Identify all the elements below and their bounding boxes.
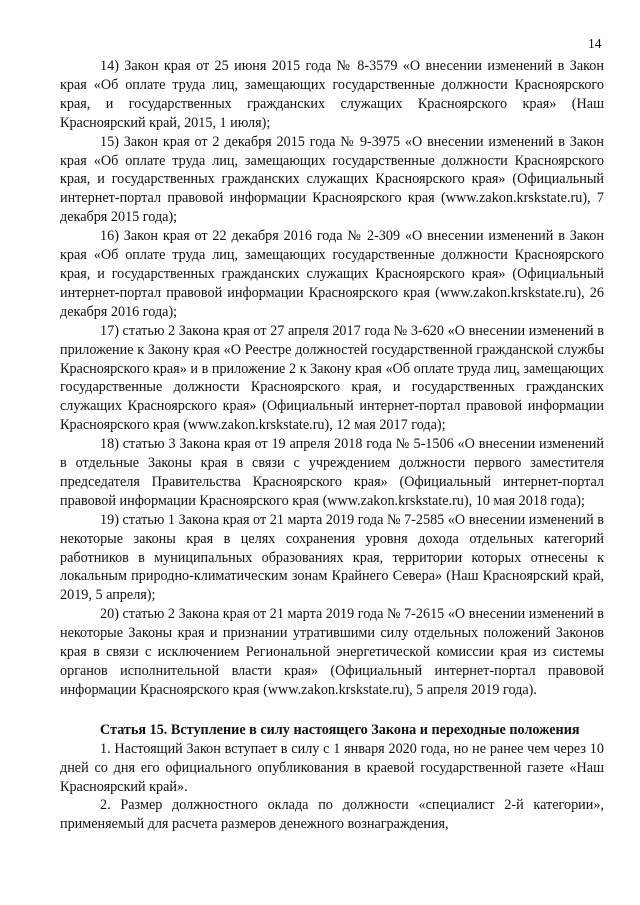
- article-15-heading: Статья 15. Вступление в силу настоящего Закона и переходные положения: [100, 721, 580, 738]
- list-item-18: 18) статью 3 Закона края от 19 апреля 2018 года № 5-1506 «О внесении изменений в отдельные Законы края в связи с учреждением должности первого заместителя председателя Правительства Красноярского края» (Официальный интернет-портал правовой информации Красноярского края (www.zakon.krskstate.ru), 10 мая 2018 года);: [60, 436, 604, 509]
- section-gap: [60, 700, 604, 721]
- list-item-20: 20) статью 2 Закона края от 21 марта 2019 года № 7-2615 «О внесении изменений в некоторые Законы края и признании утратившими силу отдельных положений Законов края в связи с исключением Региональной энергетической комиссии края из системы органов исполнительной власти края» (Официальный интернет-портал правовой информации Красноярского края (www.zakon.krskstate.ru), 5 апреля 2019 года).: [60, 606, 604, 698]
- list-item-15: 15) Закон края от 2 декабря 2015 года № 9-3975 «О внесении изменений в Закон края «Об оплате труда лиц, замещающих государственные должности Красноярского края, и государственных гражданских служащих Красноярского края» (Официальный интернет-портал правовой информации Красноярского края (www.zakon.krskstate.ru), 7 декабря 2015 года);: [60, 133, 604, 226]
- list-item-16: 16) Закон края от 22 декабря 2016 года № 2-309 «О внесении изменений в Закон края «Об оплате труда лиц, замещающих государственные должности Красноярского края, и государственных гражданских служащих Красноярского края» (Официальный интернет-портал правовой информации Красноярского края (www.zakon.krskstate.ru), 26 декабря 2016 года);: [60, 228, 604, 320]
- page-number: 14: [588, 36, 602, 51]
- list-item-19: 19) статью 1 Закона края от 21 марта 2019 года № 7-2585 «О внесении изменений в некоторые законы края в целях сохранения уровня дохода отдельных категорий работников в муниципальных образованиях края, территории которых отнесены к локальным природно-климатическим зонам Крайнего Севера» (Наш Красноярский край, 2019, 5 апреля);: [60, 511, 604, 604]
- list-item-14: 14) Закон края от 25 июня 2015 года № 8-3579 «О внесении изменений в Закон края «Об оплате труда лиц, замещающих государственные должности Красноярского края, и государственных гражданских служащих Красноярского края» (Наш Красноярский край, 2015, 1 июля);: [60, 58, 604, 131]
- document-body: [60, 57, 604, 834]
- list-item-17: 17) статью 2 Закона края от 27 апреля 2017 года № 3-620 «О внесении изменений в приложение к Закону края «О Реестре должностей государственной гражданской службы Красноярского края» и в приложение 2 к Закону края «Об оплате труда лиц, замещающих государственные должности Красноярского края, и государственных гражданских служащих Красноярского края» (Официальный интернет-портал правовой информации Красноярского края (www.zakon.krskstate.ru), 12 мая 2017 года);: [60, 322, 604, 434]
- article-15-paragraph-2: 2. Размер должностного оклада по должности «специалист 2-й категории», применяемый для расчета размеров денежного вознаграждения,: [60, 797, 604, 833]
- article-15-paragraph-1: 1. Настоящий Закон вступает в силу с 1 января 2020 года, но не ранее чем через 10 дней со дня его официального опубликования в краевой государственной газете «Наш Красноярский край».: [60, 740, 604, 795]
